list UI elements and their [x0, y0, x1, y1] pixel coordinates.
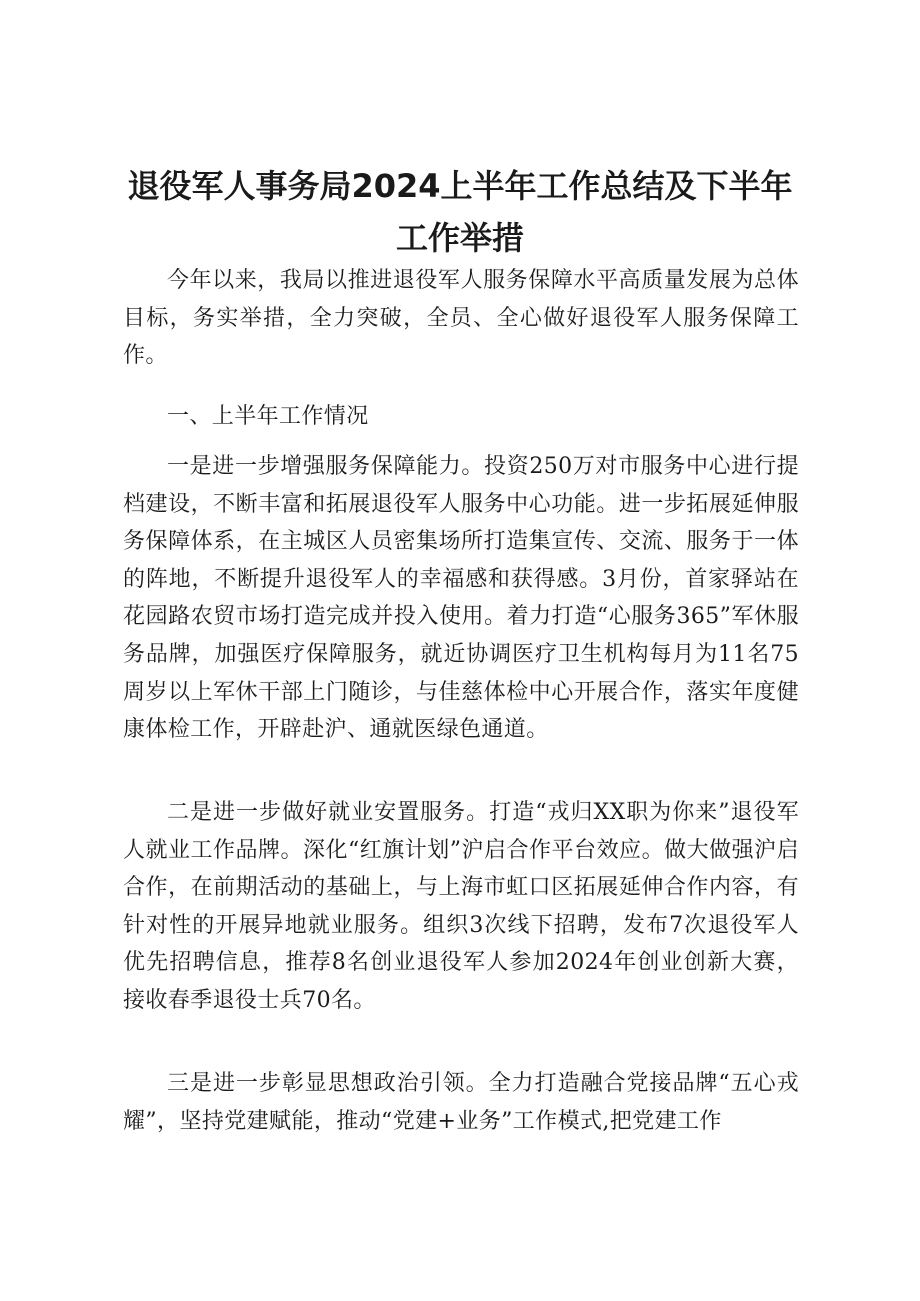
section-heading-first-half: 一、上半年工作情况: [167, 404, 369, 429]
paragraph-political-guidance: 三是进一步彰显思想政治引领。全力打造融合党接品牌“五心戎耀”，坚持党建赋能，推动“党建+业务”工作模式,把党建工作: [123, 1071, 799, 1134]
document-title-line-2: 工作举措: [395, 219, 524, 257]
paragraph-intro: 今年以来，我局以推进退役军人服务保障水平高质量发展为总体目标，务实举措，全力突破，全员、全心做好退役军人服务保障工作。: [123, 268, 799, 369]
paragraph-employment: 二是进一步做好就业安置服务。打造“戎归XX职为你来”退役军人就业工作品牌。深化“红旗计划”沪启合作平台效应。做大做强沪启合作，在前期活动的基础上，与上海市虹口区拓展延伸合作内容，有针对性的开展异地就业服务。组织3次线下招聘，发布7次退役军人优先招聘信息，推荐8名创业退役军人参加2024年创业创新大赛，接收春季退役士兵70名。: [123, 800, 799, 1013]
paragraph-service-capacity: 一是进一步增强服务保障能力。投资250万对市服务中心进行提档建设，不断丰富和拓展退役军人服务中心功能。进一步拓展延伸服务保障体系，在主城区人员密集场所打造集宣传、交流、服务于一体的阵地，不断提升退役军人的幸福感和获得感。3月份，首家驿站在花园路农贸市场打造完成并投入使用。着力打造“心服务365”军休服务品牌，加强医疗保障服务，就近协调医疗卫生机构每月为11名75周岁以上军休干部上门随诊，与佳慈体检中心开展合作，落实年度健康体检工作，开辟赴沪、通就医绿色通道。: [123, 454, 799, 743]
document-title-line-1: 退役军人事务局2024上半年工作总结及下半年: [127, 167, 793, 205]
